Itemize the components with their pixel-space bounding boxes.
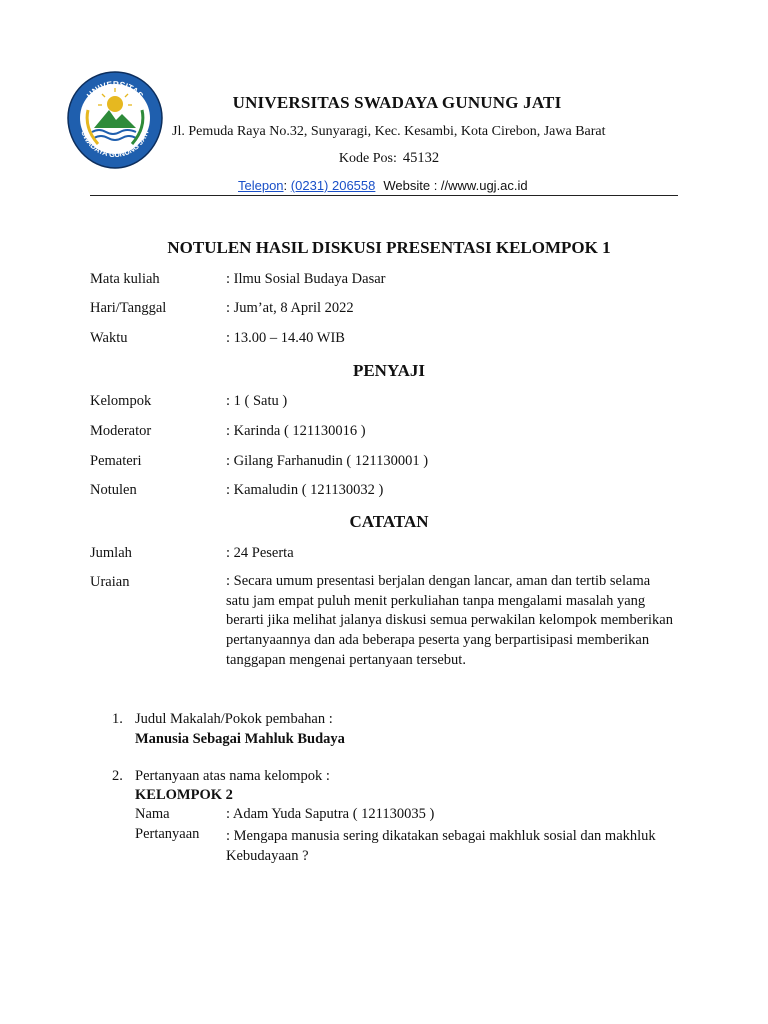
nama-label: Nama (135, 806, 170, 822)
header-divider (90, 195, 678, 196)
nama-value: : Adam Yuda Saputra ( 121130035 ) (226, 806, 435, 822)
logo-top-text: UNIVERSITAS (84, 78, 146, 101)
moderator-label: Moderator (90, 423, 152, 439)
postal-label: Kode Pos: (338, 151, 397, 166)
website-text: Website : //www.ugj.ac.id (383, 178, 528, 193)
pertanyaan-kelompok-label: Pertanyaan atas nama kelompok : (135, 768, 330, 784)
phone-link-label[interactable]: Telepon (238, 178, 284, 193)
moderator-value: : Karinda ( 121130016 ) (226, 423, 366, 439)
kelompok-2-heading: KELOMPOK 2 (135, 787, 233, 803)
kelompok-value: : 1 ( Satu ) (226, 393, 288, 409)
catatan-heading: CATATAN (349, 512, 429, 531)
hari-tanggal-value: : Jum’at, 8 April 2022 (226, 300, 354, 316)
penyaji-heading: PENYAJI (352, 361, 426, 380)
pemateri-value: : Gilang Farhanudin ( 121130001 ) (226, 453, 429, 469)
postal-code-line (0, 150, 768, 167)
uraian-label: Uraian (90, 574, 130, 590)
phone-separator: : (283, 178, 288, 193)
notulen-value: : Kamaludin ( 121130032 ) (226, 482, 384, 498)
item-number-2: 2. (112, 768, 123, 784)
uraian-paragraph: : Secara umum presentasi berjalan dengan lancar, aman dan tertib selama satu jam empat puluh menit perkuliahan tanpa mengalami masalah yang berarti jika melihat jalanya diskusi semua perwakilan kelompok memberikan pertanyaannya dan ada beberapa peserta yang berpartisipasi memberikan tanggapan mengenai pertanyaan tersebut. (226, 573, 673, 668)
hari-tanggal-label: Hari/Tanggal (90, 300, 167, 316)
item-number-1: 1. (112, 711, 123, 727)
waktu-label: Waktu (90, 330, 128, 346)
mata-kuliah-value: : Ilmu Sosial Budaya Dasar (226, 271, 386, 287)
university-address: Jl. Pemuda Raya No.32, Sunyaragi, Kec. Kesambi, Kota Cirebon, Jawa Barat (172, 124, 606, 139)
university-name: UNIVERSITAS SWADAYA GUNUNG JATI (232, 93, 562, 112)
jumlah-label: Jumlah (90, 545, 132, 561)
pemateri-label: Pemateri (90, 453, 142, 469)
pertanyaan-label: Pertanyaan (135, 826, 200, 842)
document-title: NOTULEN HASIL DISKUSI PRESENTASI KELOMPOK 1 (167, 238, 611, 257)
waktu-value: : 13.00 – 14.40 WIB (226, 330, 345, 346)
logo-bottom-text: SWADAYA GUNUNG JATI (79, 129, 151, 160)
jumlah-value: : 24 Peserta (226, 545, 294, 561)
mata-kuliah-label: Mata kuliah (90, 271, 160, 287)
pertanyaan-value: : Mengapa manusia sering dikatakan sebagai makhluk sosial dan makhluk Kebudayaan ? (226, 828, 656, 864)
judul-label: Judul Makalah/Pokok pembahan : (135, 711, 333, 727)
postal-code: 45132 (402, 150, 440, 166)
contact-line (238, 178, 528, 193)
notulen-label: Notulen (90, 482, 137, 498)
phone-number-link[interactable]: (0231) 206558 (290, 178, 376, 193)
judul-value: Manusia Sebagai Mahluk Budaya (135, 731, 345, 747)
kelompok-label: Kelompok (90, 393, 152, 409)
